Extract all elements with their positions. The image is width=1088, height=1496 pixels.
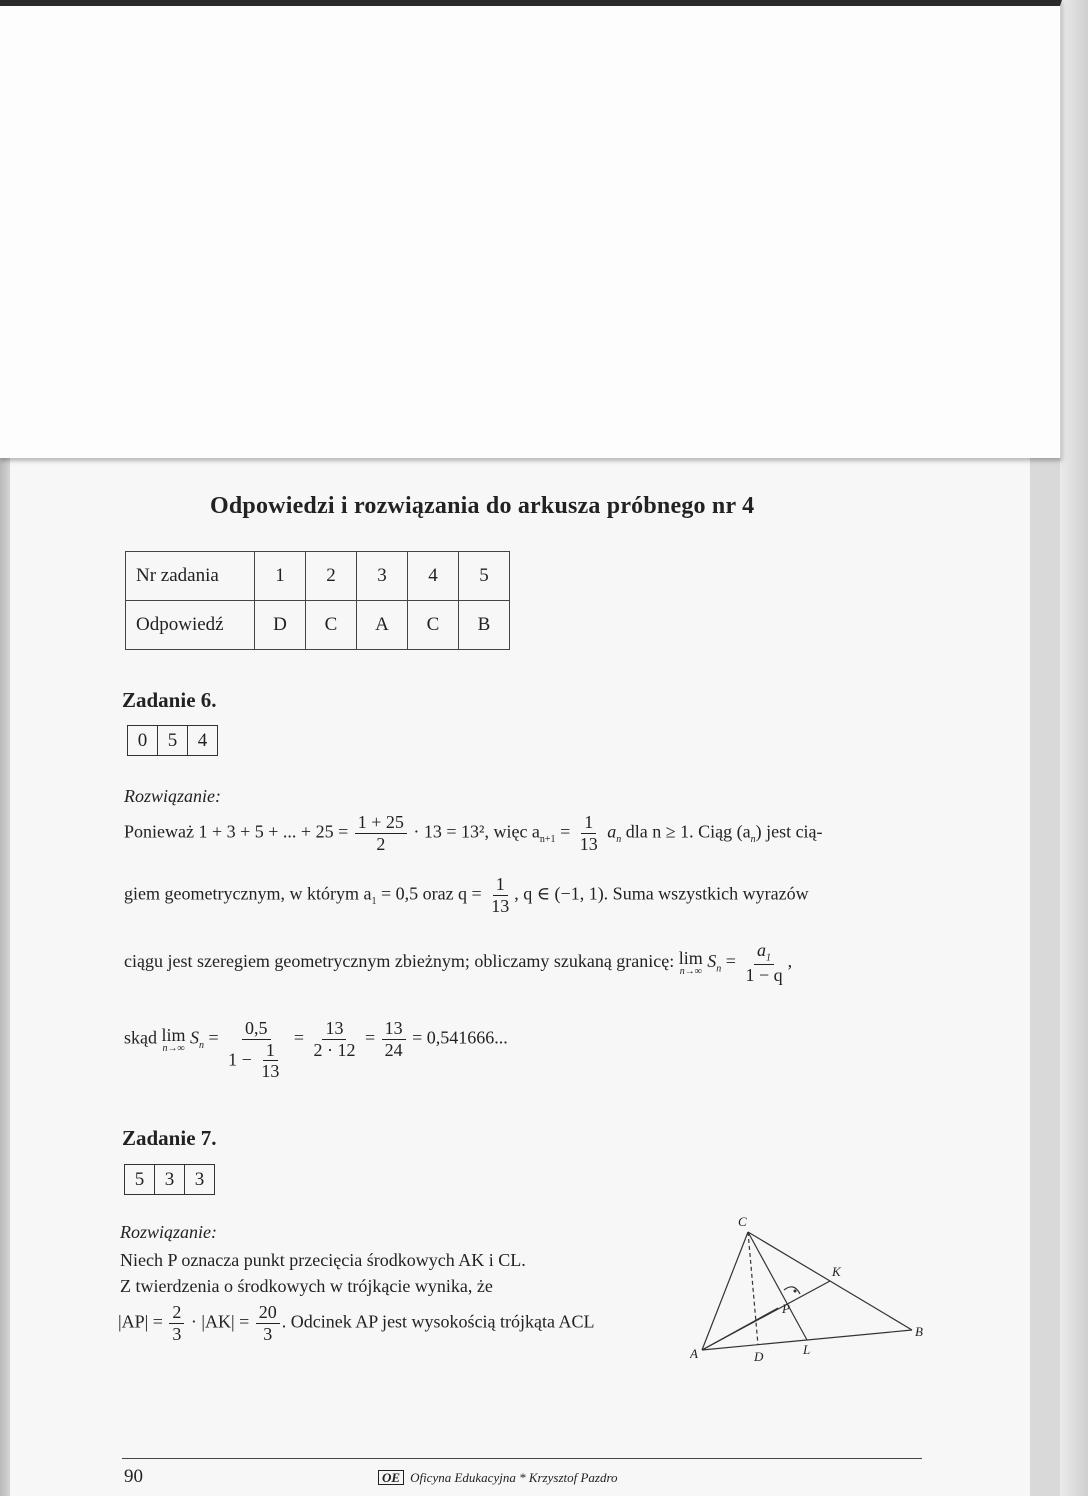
fraction (577, 812, 601, 854)
table-cell: 5 (459, 552, 510, 601)
numerator: 13 (322, 1018, 346, 1040)
text-run: = (364, 1027, 376, 1048)
publisher-line (378, 1470, 618, 1486)
text-run: , (787, 951, 793, 972)
fraction (488, 874, 512, 916)
text-run: = (293, 1027, 304, 1048)
subscript: 1 (371, 895, 377, 907)
numerator: 1 (493, 874, 508, 896)
limit (679, 948, 703, 977)
label-a: A (690, 1346, 698, 1361)
lim-word: lim (161, 1024, 186, 1045)
label-b: B (915, 1324, 923, 1339)
task6-line-3 (124, 940, 792, 986)
subscript: n (199, 1039, 205, 1051)
code-digit: 4 (197, 730, 208, 751)
right-angle-mark (784, 1287, 800, 1294)
limit (162, 1025, 186, 1054)
denominator: 3 (172, 1323, 182, 1344)
fraction (742, 940, 785, 986)
table-cell: B (459, 601, 510, 650)
label-d: D (754, 1349, 764, 1362)
code-digit: 5 (158, 726, 188, 755)
page-title: Odpowiedzi i rozwiązania do arkusza próbnego nr 4 (210, 493, 755, 519)
code-digit: 5 (125, 1165, 155, 1194)
triangle-figure (690, 1212, 935, 1362)
fraction (256, 1302, 280, 1344)
fraction (169, 1302, 184, 1344)
label-l: L (803, 1342, 811, 1357)
label-c: C (738, 1214, 747, 1229)
fraction (258, 1040, 282, 1082)
row-label: Nr zadania (126, 552, 255, 601)
numerator: 2 (169, 1302, 184, 1324)
numerator: 1 (263, 1040, 278, 1062)
subscript: n (716, 963, 722, 975)
text-run: skąd (124, 1027, 157, 1048)
table-cell: A (357, 601, 408, 650)
table-cell: 4 (408, 552, 459, 601)
numerator: 1 + 25 (355, 812, 407, 834)
table-cell: 3 (357, 552, 408, 601)
text-run: · 13 = 13², więc a (413, 821, 540, 842)
page-edge-right (1060, 0, 1088, 1496)
text-run: = (560, 821, 571, 842)
subscript: n+1 (539, 833, 556, 845)
page-number: 90 (124, 1466, 143, 1487)
text-run: Ponieważ 1 + 3 + 5 + ... + 25 = (124, 821, 349, 842)
text-run: 1 − (228, 1049, 252, 1069)
side-ca (702, 1232, 748, 1350)
lim-subscript: n→∞ (679, 966, 702, 978)
numerator: 1 (581, 812, 596, 834)
fraction (225, 1018, 287, 1082)
task6-code-box (127, 725, 218, 756)
task6-line-1 (124, 812, 823, 854)
text-run: = 0,5 oraz q = (380, 883, 482, 904)
text-run: = (208, 1027, 219, 1048)
row-label: Odpowiedź (126, 601, 255, 650)
table-cell: C (408, 601, 459, 650)
text-run: ciągu jest szeregiem geometrycznym zbieżnym; obliczamy szukaną granicę: (124, 951, 675, 972)
denominator: 13 (261, 1061, 280, 1082)
height-cd (748, 1232, 758, 1345)
subscript: n (750, 833, 756, 845)
code-digit: 3 (155, 1165, 185, 1194)
text-run: giem geometrycznym, w którym a (124, 883, 372, 904)
task7-line-3 (118, 1302, 595, 1344)
publisher-logo: OE (378, 1470, 404, 1485)
numerator: 0,5 (242, 1018, 271, 1040)
text-run: S (190, 1027, 200, 1048)
lim-word: lim (678, 948, 703, 969)
table-cell: 2 (306, 552, 357, 601)
denominator: 2 · 12 (313, 1039, 356, 1060)
text-run: ) jest cią- (755, 821, 823, 842)
subscript: 1 (766, 952, 772, 964)
denominator: 1 − q (745, 965, 783, 986)
label-p: P (782, 1301, 790, 1316)
subscript: n (616, 833, 622, 845)
blank-top-sheet (0, 0, 1062, 458)
denominator: 24 (384, 1039, 403, 1060)
task6-line-4 (124, 1018, 508, 1082)
task7-line-2: Z twierdzenia o środkowych w trójkącie wynika, że (120, 1276, 493, 1296)
text-run: |AP| = (118, 1311, 163, 1332)
numerator: 20 (256, 1302, 280, 1324)
table-cell: D (255, 601, 306, 650)
code-digit: 0 (128, 726, 158, 755)
task7-code-box (124, 1164, 215, 1195)
text-run: . Odcinek AP jest wysokością trójkąta ACL (281, 1311, 595, 1332)
text-run: , q ∈ (−1, 1). Suma wszystkich wyrazów (514, 883, 809, 904)
table-row (126, 601, 510, 650)
lim-subscript: n→∞ (162, 1042, 185, 1054)
table-row (126, 552, 510, 601)
angle-dot (794, 1290, 797, 1293)
median-cl (748, 1232, 807, 1340)
text-run: dla n ≥ 1. Ciąg (a (625, 821, 751, 842)
text-run: = 0,541666... (412, 1027, 508, 1048)
table-cell: 1 (255, 552, 306, 601)
fraction (310, 1018, 358, 1060)
label-k: K (832, 1264, 841, 1279)
table-cell: C (306, 601, 357, 650)
fraction (382, 1018, 406, 1060)
task6-line-2 (124, 874, 809, 916)
task6-solution-label: Rozwiązanie: (124, 786, 221, 806)
text-run: · |AK| = (190, 1311, 250, 1332)
denominator: 3 (263, 1323, 273, 1344)
denominator (225, 1040, 287, 1082)
numerator (754, 940, 774, 965)
fraction (355, 812, 407, 854)
task7-line-1: Niech P oznacza punkt przecięcia środkowych AK i CL. (120, 1250, 526, 1270)
task6-heading: Zadanie 6. (122, 688, 217, 712)
denominator: 13 (491, 895, 510, 916)
text-run: a (757, 940, 767, 960)
numerator: 13 (382, 1018, 406, 1040)
text-run: a (607, 821, 617, 842)
task7-solution-label: Rozwiązanie: (120, 1222, 217, 1242)
task7-heading: Zadanie 7. (122, 1126, 217, 1150)
publisher-name: Oficyna Edukacyjna * Krzysztof Pazdro (410, 1470, 618, 1485)
text-run: S (707, 951, 717, 972)
code-digit: 3 (194, 1169, 205, 1190)
footer-rule (122, 1458, 922, 1459)
answer-table (125, 551, 510, 650)
denominator: 13 (579, 833, 598, 854)
denominator: 2 (376, 833, 386, 854)
text-run: = (725, 951, 736, 972)
